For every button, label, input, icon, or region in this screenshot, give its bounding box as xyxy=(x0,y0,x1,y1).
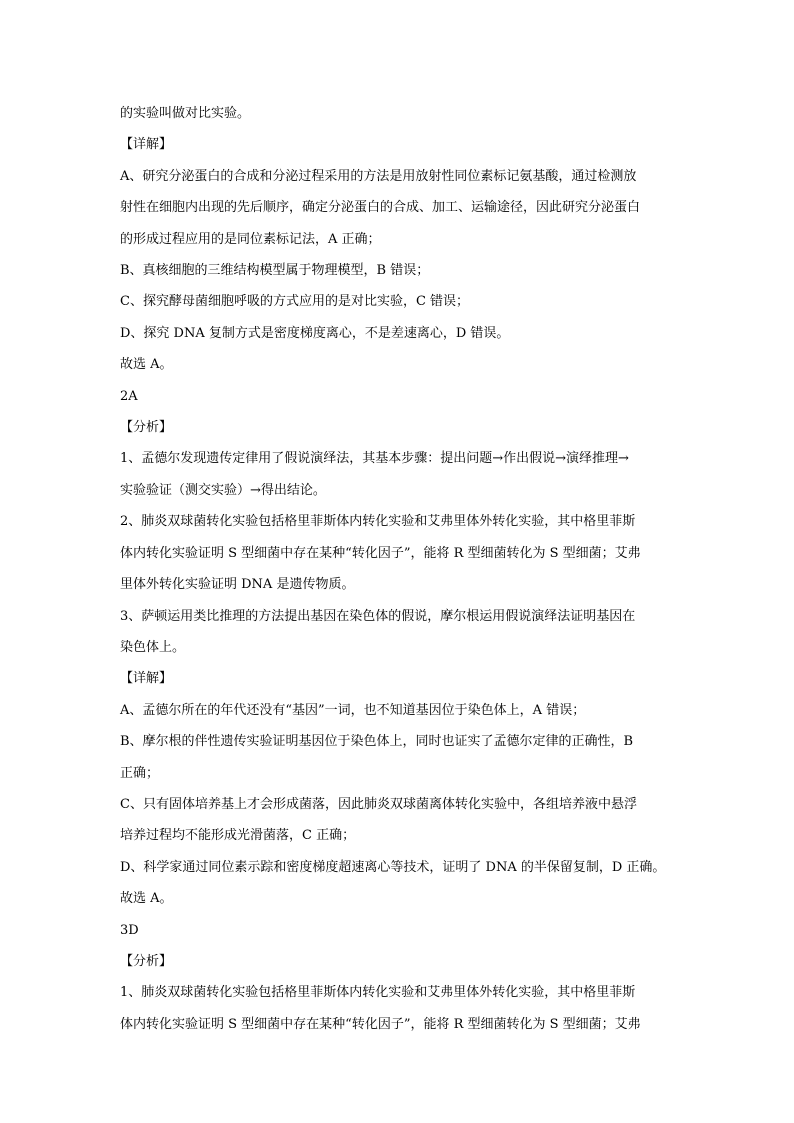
text-line: 2、肺炎双球菌转化实验包括格里菲斯体内转化实验和艾弗里体外转化实验，其中格里菲斯 xyxy=(120,514,636,530)
text-line: A、孟德尔所在的年代还没有“基因”一词，也不知道基因位于染色体上，A 错误； xyxy=(120,702,586,718)
document-body xyxy=(120,98,680,1040)
text-line: 正确； xyxy=(120,765,160,781)
text-line: 故选 A。 xyxy=(120,891,173,907)
text-line: D、探究 DNA 复制方式是密度梯度离心，不是差速离心，D 错误。 xyxy=(120,325,510,341)
text-line: B、摩尔根的伴性遗传实验证明基因位于染色体上，同时也证实了孟德尔定律的正确性，B xyxy=(120,734,634,750)
text-line: D、科学家通过同位素示踪和密度梯度超速离心等技术，证明了 DNA 的半保留复制，D 正确。 xyxy=(120,859,666,875)
text-line: C、只有固体培养基上才会形成菌落，因此肺炎双球菌离体转化实验中，各组培养液中悬浮 xyxy=(120,796,637,812)
text-line: 1、孟德尔发现遗传定律用了假说演绎法，其基本步骤：提出问题→作出假说→演绎推理→ xyxy=(120,451,629,467)
question-answer-label: 3D xyxy=(120,922,139,938)
question-answer-label: 2A xyxy=(120,388,138,404)
section-heading-analysis: 【分析】 xyxy=(120,953,173,969)
text-line: 3、萨顿运用类比推理的方法提出基因在染色体的假说，摩尔根运用假说演绎法证明基因在 xyxy=(120,608,636,624)
text-line: 体内转化实验证明 S 型细菌中存在某种“转化因子”，能将 R 型细菌转化为 S 型细菌；艾弗 xyxy=(120,1016,641,1032)
text-line: C、探究酵母菌细胞呼吸的方式应用的是对比实验，C 错误； xyxy=(120,294,470,310)
text-line: 的实验叫做对比实验。 xyxy=(120,106,251,121)
section-heading-analysis: 【分析】 xyxy=(120,420,173,436)
text-line: 染色体上。 xyxy=(120,639,186,655)
section-heading-detail: 【详解】 xyxy=(120,137,173,153)
text-line: 体内转化实验证明 S 型细菌中存在某种“转化因子”，能将 R 型细菌转化为 S 型细菌；艾弗 xyxy=(120,545,641,561)
text-line: 射性在细胞内出现的先后顺序，确定分泌蛋白的合成、加工、运输途径，因此研究分泌蛋白 xyxy=(120,200,641,216)
text-line: 的形成过程应用的是同位素标记法，A 正确； xyxy=(120,231,381,247)
text-line: 里体外转化实验证明 DNA 是遗传物质。 xyxy=(120,577,355,593)
text-line: 实验验证（测交实验）→得出结论。 xyxy=(120,482,326,498)
text-line: 培养过程均不能形成光滑菌落，C 正确； xyxy=(120,828,356,844)
section-heading-detail: 【详解】 xyxy=(120,671,173,687)
text-line: 1、肺炎双球菌转化实验包括格里菲斯体内转化实验和艾弗里体外转化实验，其中格里菲斯 xyxy=(120,985,636,1001)
text-line: B、真核细胞的三维结构模型属于物理模型，B 错误； xyxy=(120,263,430,279)
text-line: A、研究分泌蛋白的合成和分泌过程采用的方法是用放射性同位素标记氨基酸，通过检测放 xyxy=(120,168,637,184)
text-line: 故选 A。 xyxy=(120,357,173,373)
